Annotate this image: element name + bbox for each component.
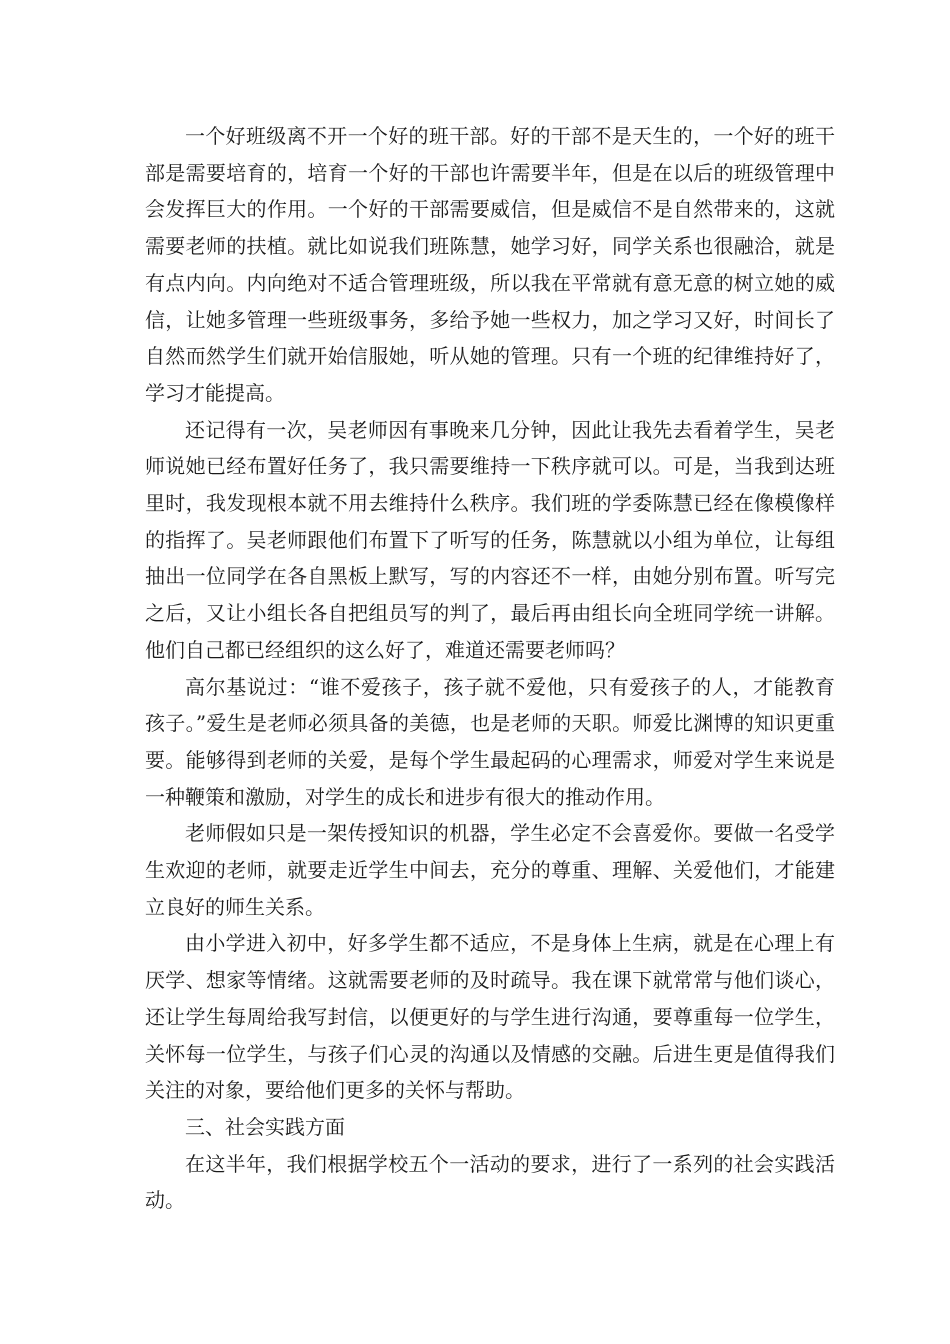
paragraph-teacher-machine: 老师假如只是一架传授知识的机器，学生必定不会喜爱你。要做一名受学生欢迎的老师，就要走近学生中间去，充分的尊重、理解、关爱他们，才能建立良好的师生关系。 <box>145 821 835 919</box>
document-body <box>145 118 835 1219</box>
section-heading: 三、社会实践方面 <box>185 1114 345 1139</box>
paragraph-social-practice: 在这半年，我们根据学校五个一活动的要求，进行了一系列的社会实践活动。 <box>145 1151 835 1213</box>
paragraph-gorky-quote: 高尔基说过：“谁不爱孩子，孩子就不爱他，只有爱孩子的人，才能教育孩子。”爱生是老师必须具备的美德，也是老师的天职。师爱比渊博的知识更重要。能够得到老师的关爱，是每个学生最起码的心理需求，师爱对学生来说是一种鞭策和激励，对学生的成长和进步有很大的推动作用。 <box>145 674 835 809</box>
paragraph-dictation-story: 还记得有一次，吴老师因有事晚来几分钟，因此让我先去看着学生，吴老师说她已经布置好任务了，我只需要维持一下秩序就可以。可是，当我到达班里时，我发现根本就不用去维持什么秩序。我们班的学委陈慧已经在像模像样的指挥了。吴老师跟他们布置下了听写的任务，陈慧就以小组为单位，让每组抽出一位同学在各自黑板上默写，写的内容还不一样，由她分别布置。听写完之后，又让小组长各自把组员写的判了，最后再由组长向全班同学统一讲解。他们自己都已经组织的这么好了，难道还需要老师吗？ <box>145 417 835 662</box>
paragraph-class-cadres: 一个好班级离不开一个好的班干部。好的干部不是天生的，一个好的班干部是需要培育的，培育一个好的干部也许需要半年，但是在以后的班级管理中会发挥巨大的作用。一个好的干部需要威信，但是威信不是自然带来的，这就需要老师的扶植。就比如说我们班陈慧，她学习好，同学关系也很融洽，就是有点内向。内向绝对不适合管理班级，所以我在平常就有意无意的树立她的威信，让她多管理一些班级事务，多给予她一些权力，加之学习又好，时间长了自然而然学生们就开始信服她，听从她的管理。只有一个班的纪律维持好了，学习才能提高。 <box>145 124 835 405</box>
paragraph-primary-to-middle: 由小学进入初中，好多学生都不适应，不是身体上生病，就是在心理上有厌学、想家等情绪。这就需要老师的及时疏导。我在课下就常常与他们谈心，还让学生每周给我写封信，以便更好的与学生进行沟通，要尊重每一位学生，关怀每一位学生，与孩子们心灵的沟通以及情感的交融。后进生更是值得我们关注的对象，要给他们更多的关怀与帮助。 <box>145 931 835 1103</box>
